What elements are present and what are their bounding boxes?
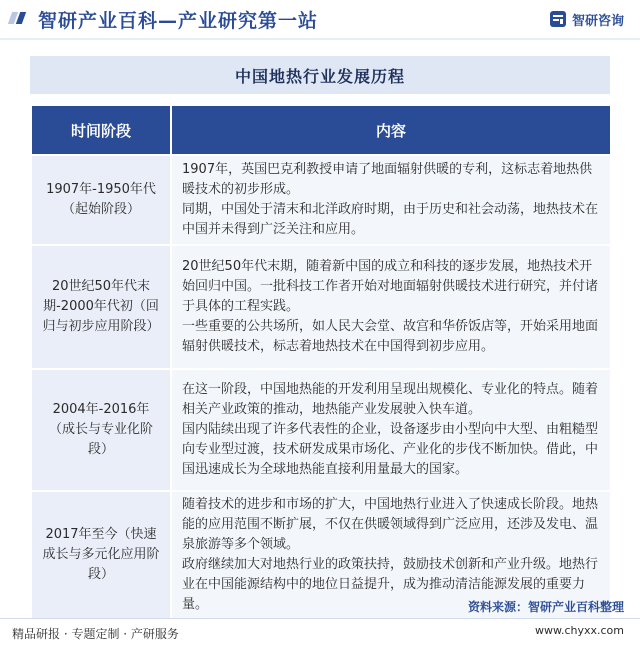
table-title-bar [30,56,610,94]
content-paragraph: 在这一阶段，中国地热能的开发利用呈现出规模化、专业化的特点。随着相关产业政策的推动，地热能产业发展驶入快车道。 [182,382,599,417]
content-paragraph: 同期，中国处于清末和北洋政府时期，由于历史和社会动荡，地热技术在中国并未得到广泛关注和应用。 [182,202,599,237]
footer-divider [0,618,640,619]
page-header [0,0,640,40]
column-header-content: 内容 [171,105,611,155]
data-source: 资料来源：智研产业百科整理 [467,600,624,614]
content-paragraph: 一些重要的公共场所，如人民大会堂、故宫和华侨饭店等，开始采用地面辐射供暖技术，标志着地热技术在中国得到初步应用。 [182,319,599,354]
period-cell: 2017年至今（快速成长与多元化应用阶段） [31,491,171,619]
content-paragraph: 随着技术的进步和市场的扩大，中国地热行业进入了快速成长阶段。地热能的应用范围不断扩展，不仅在供暖领域得到广泛应用，还涉及发电、温泉旅游等多个领域。 [182,497,599,552]
zhiyan-logo-icon [549,10,567,28]
period-cell: 2004年-2016年（成长与专业化阶段） [31,369,171,491]
column-header-period: 时间阶段 [31,105,171,155]
table-title: 中国地热行业发展历程 [234,66,405,86]
content-cell [171,245,611,369]
content-paragraph: 国内陆续出现了许多代表性的企业，设备逐步由小型向中大型、由粗糙型向专业型过渡，技术研发成果市场化、产业化的步伐不断加快。借此，中国迅速成长为全球地热能直接利用量最大的国家。 [182,422,599,477]
header-divider [0,38,640,40]
content-paragraph: 1907年，英国巴克利教授申请了地面辐射供暖的专利，这标志着地热供暖技术的初步形成。 [182,162,593,197]
content-paragraph: 政府继续加大对地热行业的政策扶持，鼓励技术创新和产业升级。地热行业在中国能源结构中的地位日益提升，成为推动清洁能源发展的重要力量。 [182,557,599,612]
development-history-table [30,104,612,620]
content-cell [171,369,611,491]
brand[interactable] [549,9,624,29]
period-cell: 20世纪50年代末期-2000年代初（回归与初步应用阶段） [31,245,171,369]
header-accent-icon [10,12,30,24]
table-row [31,245,611,369]
website-url[interactable]: www.chyxx.com [534,624,624,637]
table-header-row [31,105,611,155]
content-paragraph: 20世纪50年代末期，随着新中国的成立和科技的逐步发展，地热技术开始回归中国。一批科技工作者开始对地面辐射供暖技术进行研究，并付诸于具体的工程实践。 [182,259,599,314]
table-row [31,369,611,491]
brand-name: 智研咨询 [571,13,624,29]
content-cell [171,155,611,245]
footer-links[interactable]: 精品研报 · 专题定制 · 产研服务 [12,627,179,641]
period-cell: 1907年-1950年代（起始阶段） [31,155,171,245]
table-row [31,155,611,245]
site-title: 智研产业百科—产业研究第一站 [38,10,319,32]
